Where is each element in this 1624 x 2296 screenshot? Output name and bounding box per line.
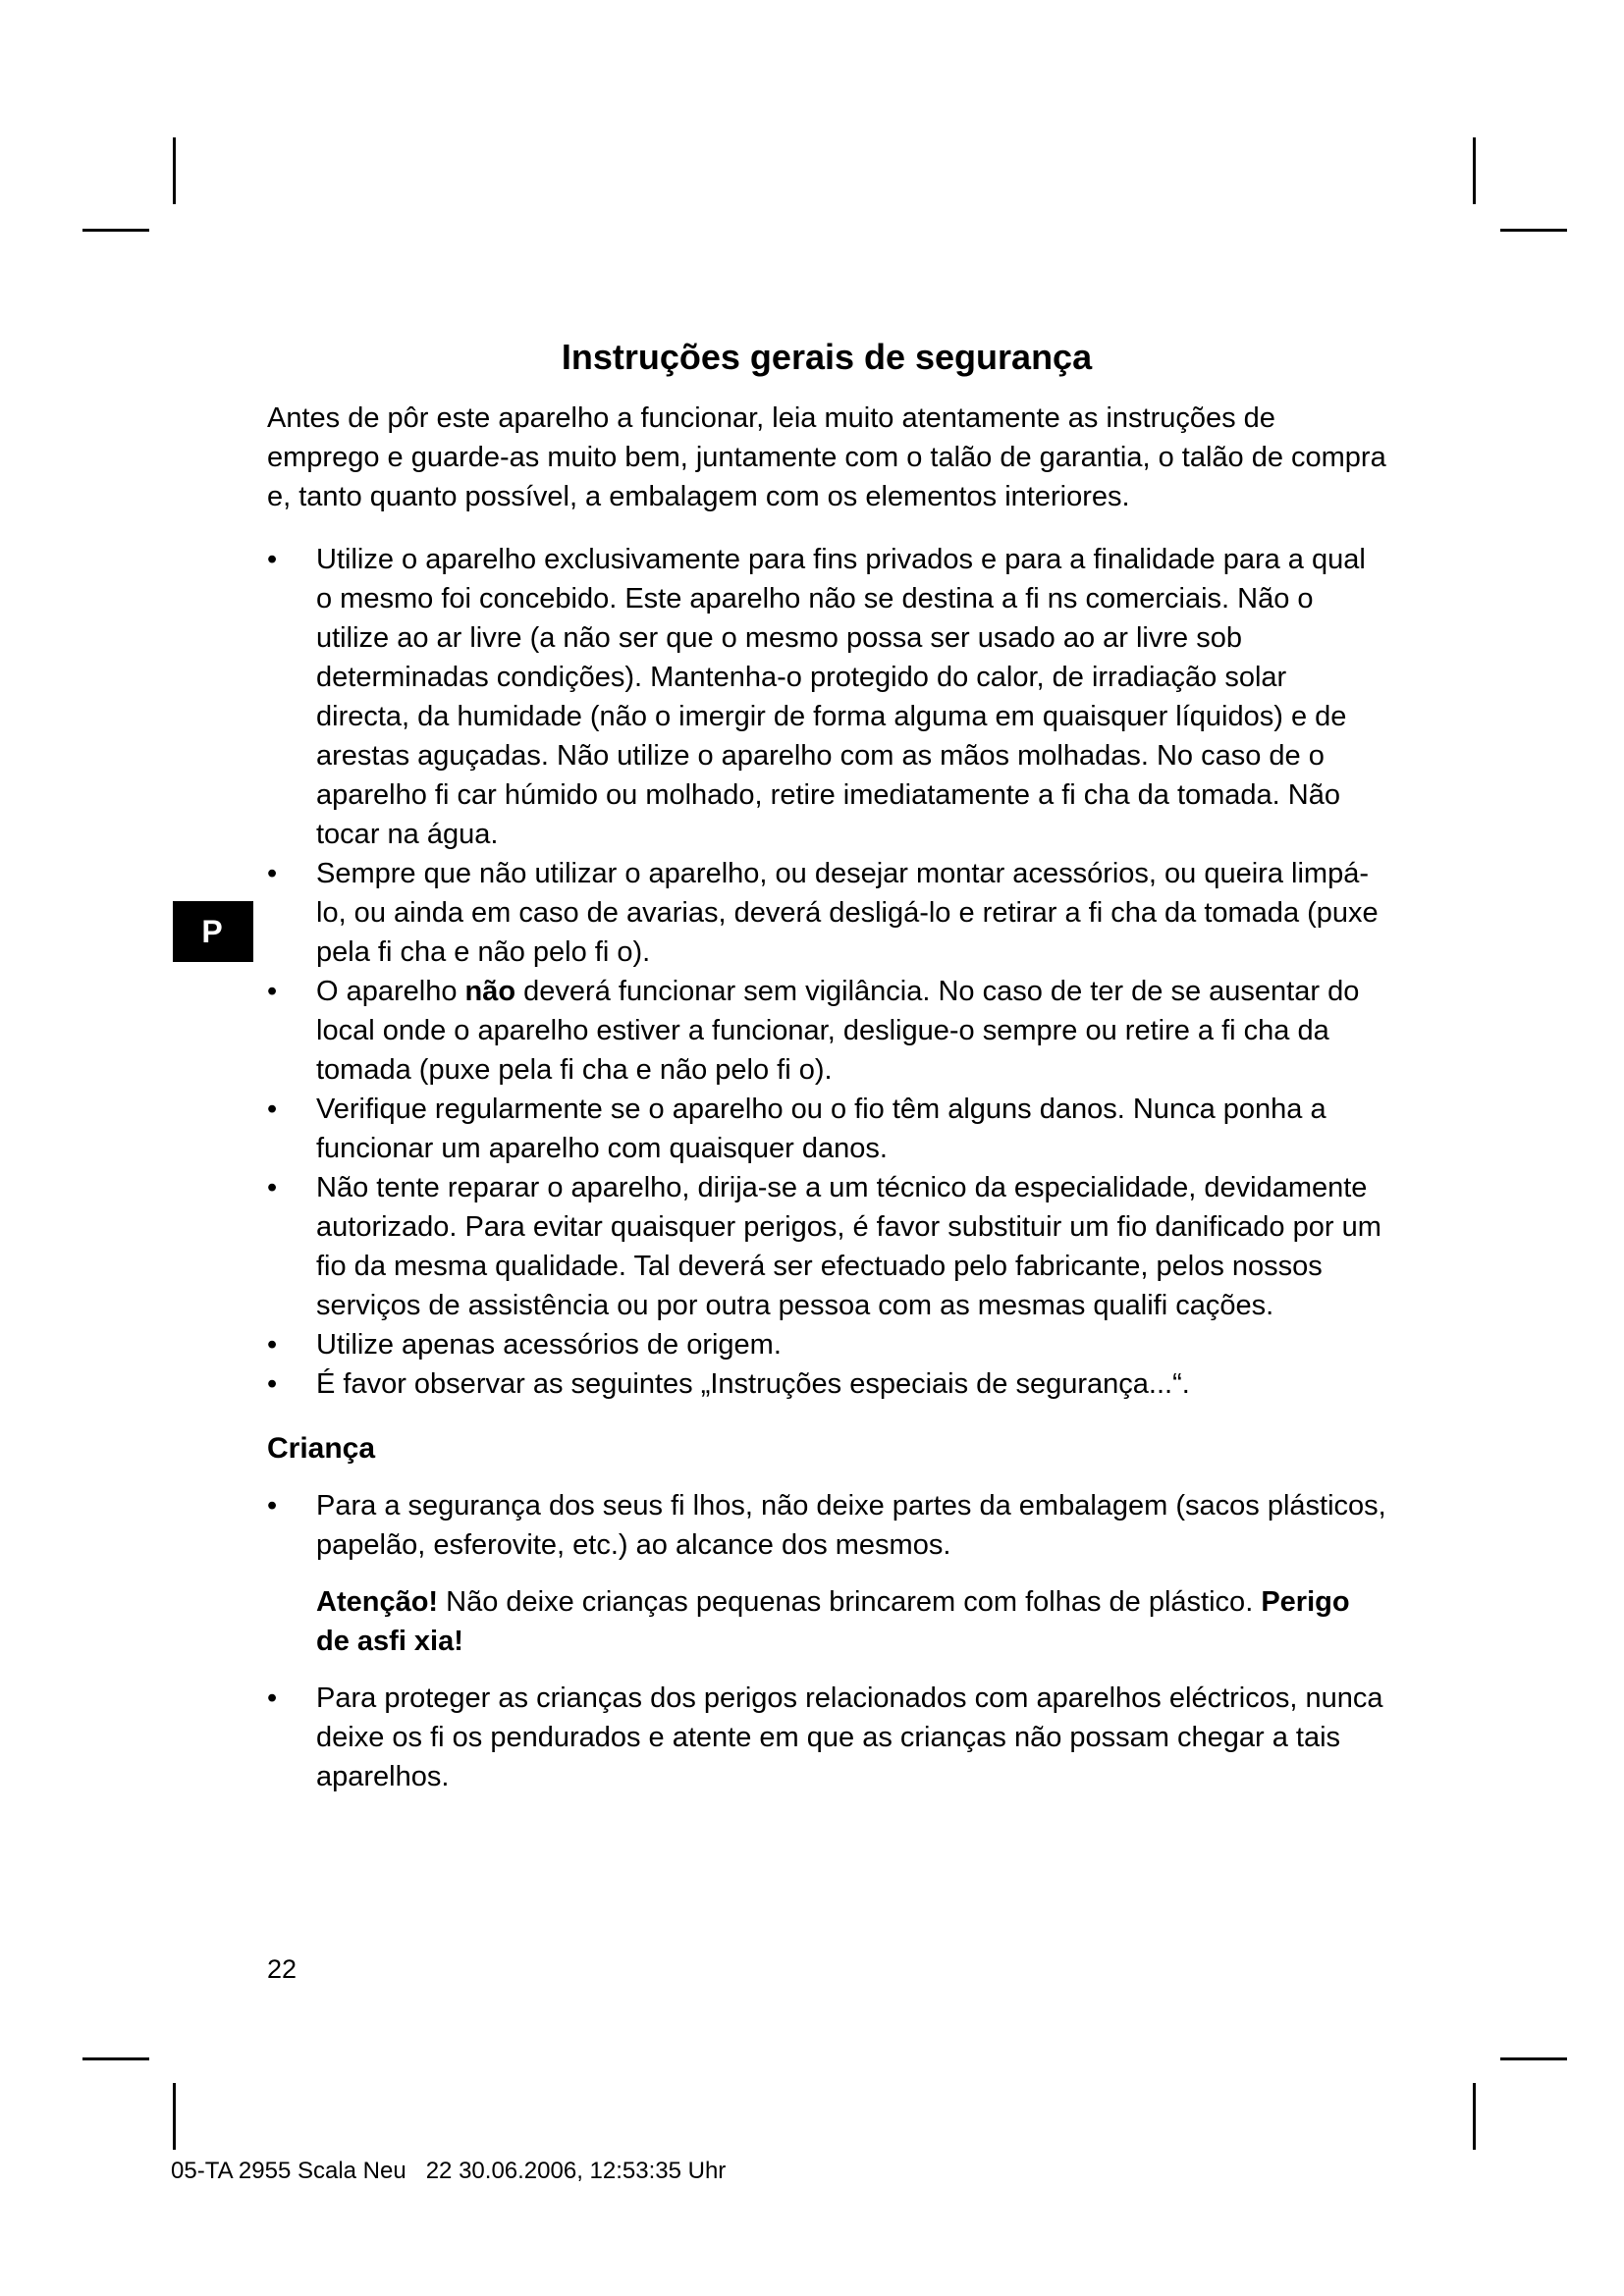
page-content [267, 334, 1386, 1796]
list-item-text: O aparelho [316, 976, 465, 1007]
crop-mark-top-left-vertical [173, 137, 176, 204]
list-item: • É favor observar as seguintes „Instruções especiais de segurança...“. [267, 1364, 1386, 1404]
emphasis-text: não [464, 976, 516, 1007]
list-item: • Não tente reparar o aparelho, dirija-se a um técnico da especialidade, devidamente autorizado. Para evitar quaisquer perigos, é favor substituir um fio danificado por um fio da mesma qualidade. Tal deverá ser efectuado pelo fabricante, pelos nossos serviços de assistência ou por outra pessoa com as mesmas qualifi cações. [267, 1168, 1386, 1325]
warning-danger: Perigo de asfi xia! [316, 1586, 1350, 1657]
child-safety-list [267, 1486, 1386, 1565]
child-safety-list-2 [267, 1679, 1386, 1796]
crop-mark-bottom-left-horizontal [82, 2057, 149, 2060]
general-safety-list [267, 540, 1386, 1404]
crop-mark-bottom-right-horizontal [1500, 2057, 1567, 2060]
list-item: • Para a segurança dos seus fi lhos, não deixe partes da embalagem (sacos plásticos, papelão, esferovite, etc.) ao alcance dos mesmos. [267, 1486, 1386, 1565]
page-title: Instruções gerais de segurança [561, 337, 1093, 377]
list-item: • Utilize apenas acessórios de origem. [267, 1325, 1386, 1364]
list-item: • Utilize o aparelho exclusivamente para fins privados e para a finalidade para a qual o mesmo foi concebido. Este aparelho não se destina a fi ns comerciais. Não o utilize ao ar livre (a não ser que o mesmo possa ser usado ao ar livre sob determinadas condições). Mantenha-o protegido do calor, de irradiação solar directa, da humidade (não o imergir de forma alguma em quaisquer líquidos) e de arestas aguçadas. Não utilize o aparelho com as mãos molhadas. No caso de o aparelho fi car húmido ou molhado, retire imediatamente a fi cha da tomada. Não tocar na água. [267, 540, 1386, 854]
warning-text: Não deixe crianças pequenas brincarem com folhas de plástico. [438, 1586, 1262, 1618]
crop-mark-bottom-left-vertical [173, 2083, 176, 2150]
warning-label: Atenção! [316, 1586, 439, 1618]
list-item: • Sempre que não utilizar o aparelho, ou desejar montar acessórios, ou queira limpá-lo, ou ainda em caso de avarias, deverá desligá-lo e retirar a fi cha da tomada (puxe pela fi cha e não pelo fi o). [267, 854, 1386, 972]
list-item-text: deverá funcionar sem vigilância. No caso de ter de se ausentar do local onde o aparelho estiver a funcionar, desligue-o sempre ou retire a fi cha da tomada (puxe pela fi cha e não pelo fi o). [316, 976, 1360, 1086]
crop-mark-top-right-horizontal [1500, 229, 1567, 232]
language-tab: P [173, 901, 253, 962]
print-footer: 05-TA 2955 Scala Neu 22 30.06.2006, 12:53:35 Uhr [171, 2158, 727, 2184]
intro-paragraph: Antes de pôr este aparelho a funcionar, leia muito atentamente as instruções de emprego e guarde-as muito bem, juntamente com o talão de garantia, o talão de compra e, tanto quanto possível, a embalagem com os elementos interiores. [267, 402, 1386, 512]
list-item: • Para proteger as crianças dos perigos relacionados com aparelhos eléctricos, nunca deixe os fi os pendurados e atente em que as crianças não possam chegar a tais aparelhos. [267, 1679, 1386, 1796]
crop-mark-top-left-horizontal [82, 229, 149, 232]
page-number: 22 [267, 1954, 298, 1984]
crop-mark-top-right-vertical [1473, 137, 1476, 204]
list-item: • Verifique regularmente se o aparelho ou o fio têm alguns danos. Nunca ponha a funcionar um aparelho com quaisquer danos. [267, 1090, 1386, 1168]
list-item [267, 972, 1386, 1090]
section-heading-child: Criança [267, 1432, 376, 1465]
crop-mark-bottom-right-vertical [1473, 2083, 1476, 2150]
warning-note [267, 1582, 1386, 1661]
